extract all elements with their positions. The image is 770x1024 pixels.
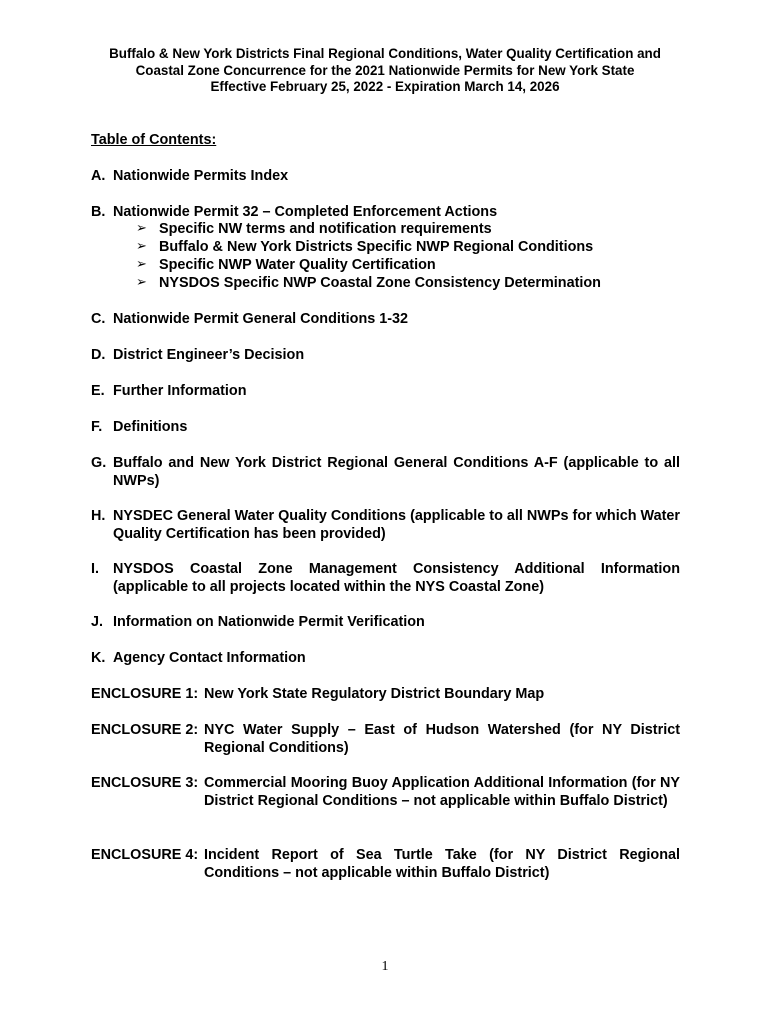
toc-entry-letter: J. <box>91 614 104 630</box>
enclosure-label: ENCLOSURE 2: <box>91 722 199 738</box>
toc-entry-d <box>91 346 680 364</box>
header-line-1: Buffalo & New York Districts Final Regional Conditions, Water Quality Certification and <box>109 46 661 61</box>
bullet-item <box>136 220 601 238</box>
bullet-item-text: Specific NWP Water Quality Certification <box>159 257 436 273</box>
bullet-item-text: Buffalo & New York Districts Specific NWP Regional Conditions <box>159 239 594 255</box>
toc-entry-g <box>91 454 680 490</box>
document-header <box>0 46 770 96</box>
toc-entry-text: Further Information <box>113 383 247 399</box>
page-number: 1 <box>381 959 389 974</box>
arrow-bullet-icon: ➢ <box>136 257 147 272</box>
toc-entry-text: Nationwide Permit General Conditions 1-32 <box>113 311 409 327</box>
toc-entry-letter: A. <box>91 168 106 184</box>
toc-entry-letter: E. <box>91 383 105 399</box>
enclosure-label: ENCLOSURE 4: <box>91 847 199 863</box>
toc-entry-c <box>91 310 680 328</box>
enclosure-text: NYC Water Supply – East of Hudson Watershed (for NY District Regional Conditions) <box>204 722 680 756</box>
arrow-bullet-icon: ➢ <box>136 239 147 254</box>
toc-entry-j <box>91 613 680 631</box>
enclosure-text: Commercial Mooring Buoy Application Additional Information (for NY District Regional Conditions – not applicable within Buffalo District) <box>204 775 680 809</box>
toc-entry-text: Definitions <box>113 419 188 435</box>
enclosure-1 <box>91 685 680 703</box>
toc-entry-text: Agency Contact Information <box>113 650 306 666</box>
toc-entry-a <box>91 167 680 185</box>
enclosure-label: ENCLOSURE 3: <box>91 775 199 791</box>
toc-entry-text: Nationwide Permits Index <box>113 168 289 184</box>
toc-entry-letter: G. <box>91 455 107 471</box>
toc-entry-letter: I. <box>91 561 99 577</box>
toc-entry-text: Buffalo and New York District Regional General Conditions A-F (applicable to all NWPs) <box>113 455 680 489</box>
enclosure-text: Incident Report of Sea Turtle Take (for NY District Regional Conditions – not applicable within Buffalo District) <box>204 847 680 881</box>
toc-entry-letter: H. <box>91 508 106 524</box>
enclosure-2 <box>91 721 680 757</box>
toc-entry-text: Nationwide Permit 32 – Completed Enforcement Actions <box>113 204 498 220</box>
toc-entry-letter: C. <box>91 311 106 327</box>
toc-entry-text: Information on Nationwide Permit Verification <box>113 614 425 630</box>
toc-entry-h <box>91 507 680 543</box>
toc-title: Table of Contents: <box>91 132 217 148</box>
toc-entry-letter: K. <box>91 650 106 666</box>
toc-entry-letter: F. <box>91 419 103 435</box>
toc-entry-letter: B. <box>91 204 106 220</box>
enclosure-4 <box>91 846 680 882</box>
toc-entry-letter: D. <box>91 347 106 363</box>
toc-entry-b-bullet-list <box>136 220 601 292</box>
enclosure-3 <box>91 774 680 810</box>
bullet-item <box>136 274 601 292</box>
toc-entry-e <box>91 382 680 400</box>
enclosure-text: New York State Regulatory District Boundary Map <box>204 686 545 702</box>
bullet-item-text: Specific NW terms and notification requirements <box>159 221 492 237</box>
header-line-2: Coastal Zone Concurrence for the 2021 Nationwide Permits for New York State <box>135 62 635 78</box>
toc-entry-b <box>91 203 680 221</box>
toc-entry-k <box>91 649 680 667</box>
header-line-3: Effective February 25, 2022 - Expiration March 14, 2026 <box>210 79 560 94</box>
bullet-item <box>136 256 601 274</box>
arrow-bullet-icon: ➢ <box>136 275 147 290</box>
bullet-item-text: NYSDOS Specific NWP Coastal Zone Consistency Determination <box>159 275 601 291</box>
toc-entry-f <box>91 418 680 436</box>
toc-entry-text: NYSDOS Coastal Zone Management Consistency Additional Information (applicable to all projects located within the NYS Coastal Zone) <box>113 561 680 595</box>
bullet-item <box>136 238 601 256</box>
arrow-bullet-icon: ➢ <box>136 221 147 236</box>
toc-entry-i <box>91 560 680 596</box>
enclosure-label: ENCLOSURE 1: <box>91 686 199 702</box>
toc-entry-text: District Engineer’s Decision <box>113 347 305 363</box>
toc-entry-text: NYSDEC General Water Quality Conditions (applicable to all NWPs for which Water Quality Certification has been provided) <box>113 508 680 542</box>
